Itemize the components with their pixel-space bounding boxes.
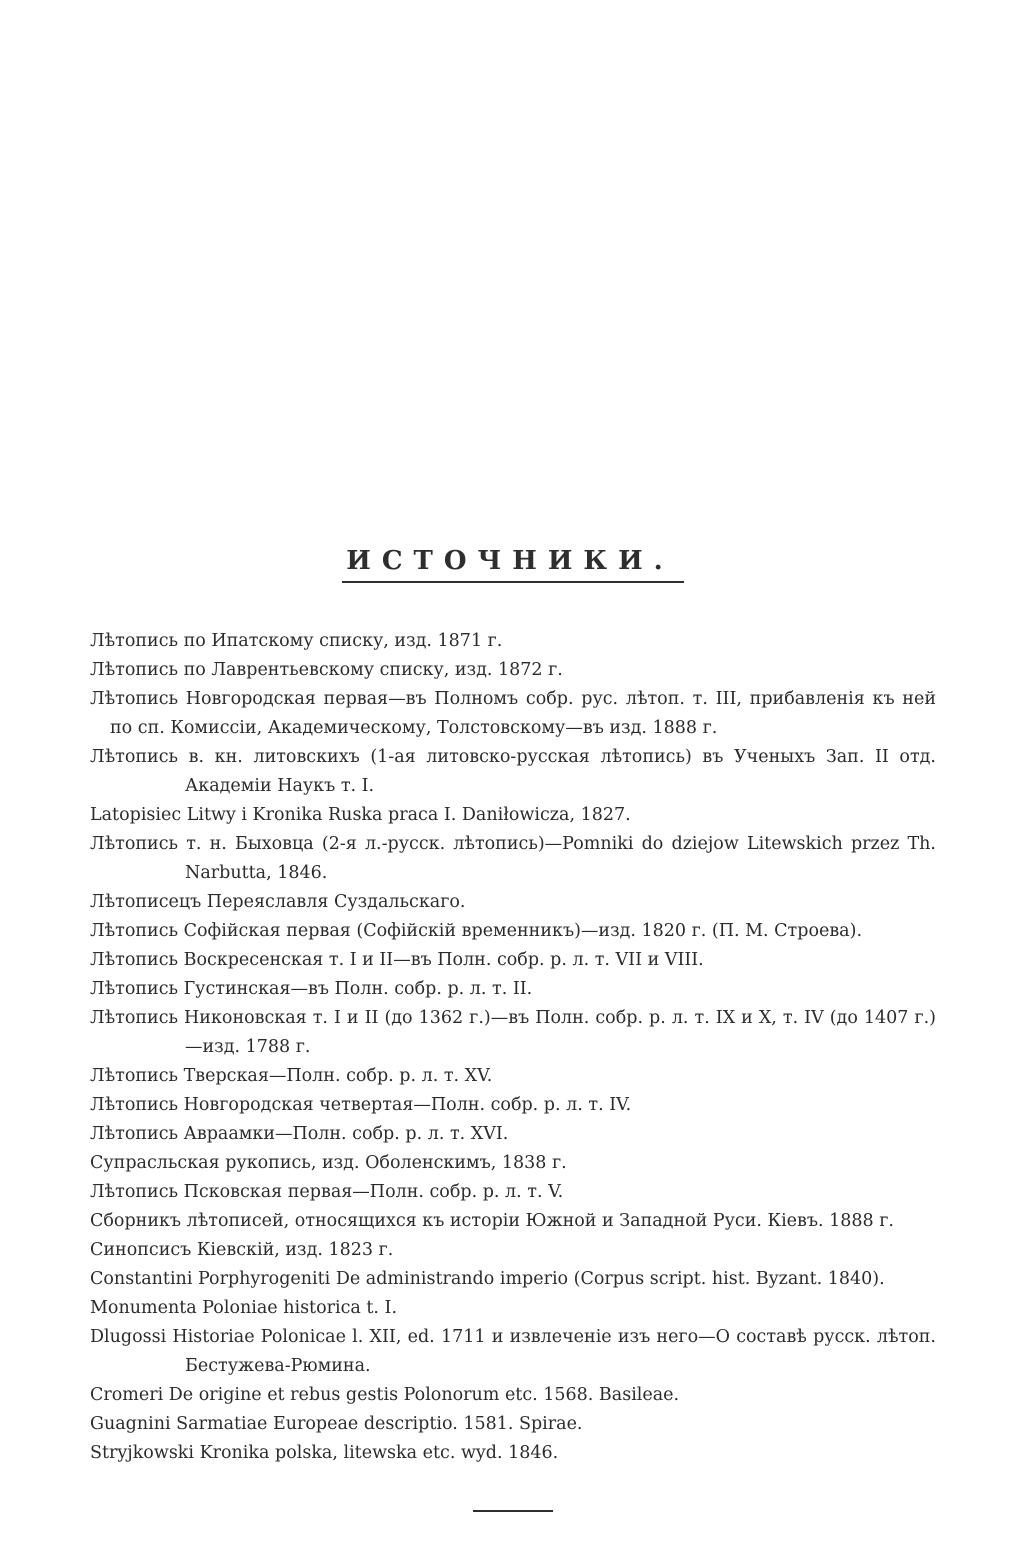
bibliography-entry: Лѣтопись Псковская первая—Полн. собр. р. л. т. V. — [90, 1182, 564, 1202]
bibliography-entry: Dlugossi Historiae Polonicae l. XII, ed. 1711 и извлеченіе изъ него—О составѣ русск. лѣтоп. Бестужева-Рюмина. — [90, 1327, 936, 1376]
bibliography-list — [90, 627, 936, 1468]
bibliography-entry: Лѣтописецъ Переяславля Суздальскаго. — [90, 892, 466, 912]
bibliography-entry: Лѣтопись в. кн. литовскихъ (1-ая литовско-русская лѣтопись) въ Ученыхъ Зап. II отд. Академіи Наукъ т. I. — [90, 747, 936, 796]
bibliography-entry: Лѣтопись по Ипатскому списку, изд. 1871 г. — [90, 631, 503, 651]
bibliography-entry: Monumenta Poloniae historica t. I. — [90, 1298, 398, 1318]
title-wrap — [90, 546, 936, 583]
bibliography-entry: Лѣтопись Новгородская четвертая—Полн. собр. р. л. т. IV. — [90, 1095, 632, 1115]
bibliography-entry: Лѣтопись по Лаврентьевскому списку, изд. 1872 г. — [90, 660, 563, 680]
bibliography-entry: Сборникъ лѣтописей, относящихся къ исторіи Южной и Западной Руси. Кіевъ. 1888 г. — [90, 1211, 894, 1231]
end-divider — [473, 1510, 553, 1512]
bibliography-entry: Stryjkowski Kronika polska, litewska etc. wyd. 1846. — [90, 1443, 559, 1463]
bibliography-entry: Супрасльская рукопись, изд. Оболенскимъ, 1838 г. — [90, 1153, 567, 1173]
bibliography-entry: Latopisiec Litwy i Kronika Ruska praca I. Daniłowicza, 1827. — [90, 805, 631, 825]
bibliography-entry: Лѣтопись Воскресенская т. I и II—въ Полн. собр. р. л. т. VII и VIII. — [90, 950, 704, 970]
bibliography-entry: Лѣтопись Густинская—въ Полн. собр. р. л. т. II. — [90, 979, 533, 999]
page-title: ИСТОЧНИКИ. — [342, 546, 683, 583]
bibliography-entry: Лѣтопись Авраамки—Полн. собр. р. л. т. XVI. — [90, 1124, 509, 1144]
bibliography-entry: Лѣтопись Тверская—Полн. собр. р. л. т. XV. — [90, 1066, 493, 1086]
bibliography-entry: Синопсисъ Кіевскій, изд. 1823 г. — [90, 1240, 394, 1260]
bibliography-entry: Лѣтопись Новгородская первая—въ Полномъ собр. рус. лѣтоп. т. III, прибавленія къ ней по сп. Комиссіи, Академическому, Толстовскому—въ изд. 1888 г. — [90, 689, 936, 738]
bibliography-entry: Constantini Porphyrogeniti De administrando imperio (Corpus script. hist. Byzant. 1840). — [90, 1269, 885, 1289]
bibliography-entry: Лѣтопись Никоновская т. I и II (до 1362 г.)—въ Полн. собр. р. л. т. IX и X, т. IV (до 1407 г.)—изд. 1788 г. — [90, 1008, 936, 1057]
bibliography-entry: Guagnini Sarmatiae Europeae descriptio. 1581. Spirae. — [90, 1414, 583, 1434]
bibliography-entry: Лѣтопись т. н. Быховца (2-я л.-русск. лѣтопись)—Pomniki do dziejow Litewskich przez Th. Narbutta, 1846. — [90, 834, 936, 883]
bibliography-entry: Лѣтопись Софійская первая (Софійскій временникъ)—изд. 1820 г. (П. М. Строева). — [90, 921, 863, 941]
bibliography-entry: Cromeri De origine et rebus gestis Polonorum etc. 1568. Basileae. — [90, 1385, 680, 1405]
